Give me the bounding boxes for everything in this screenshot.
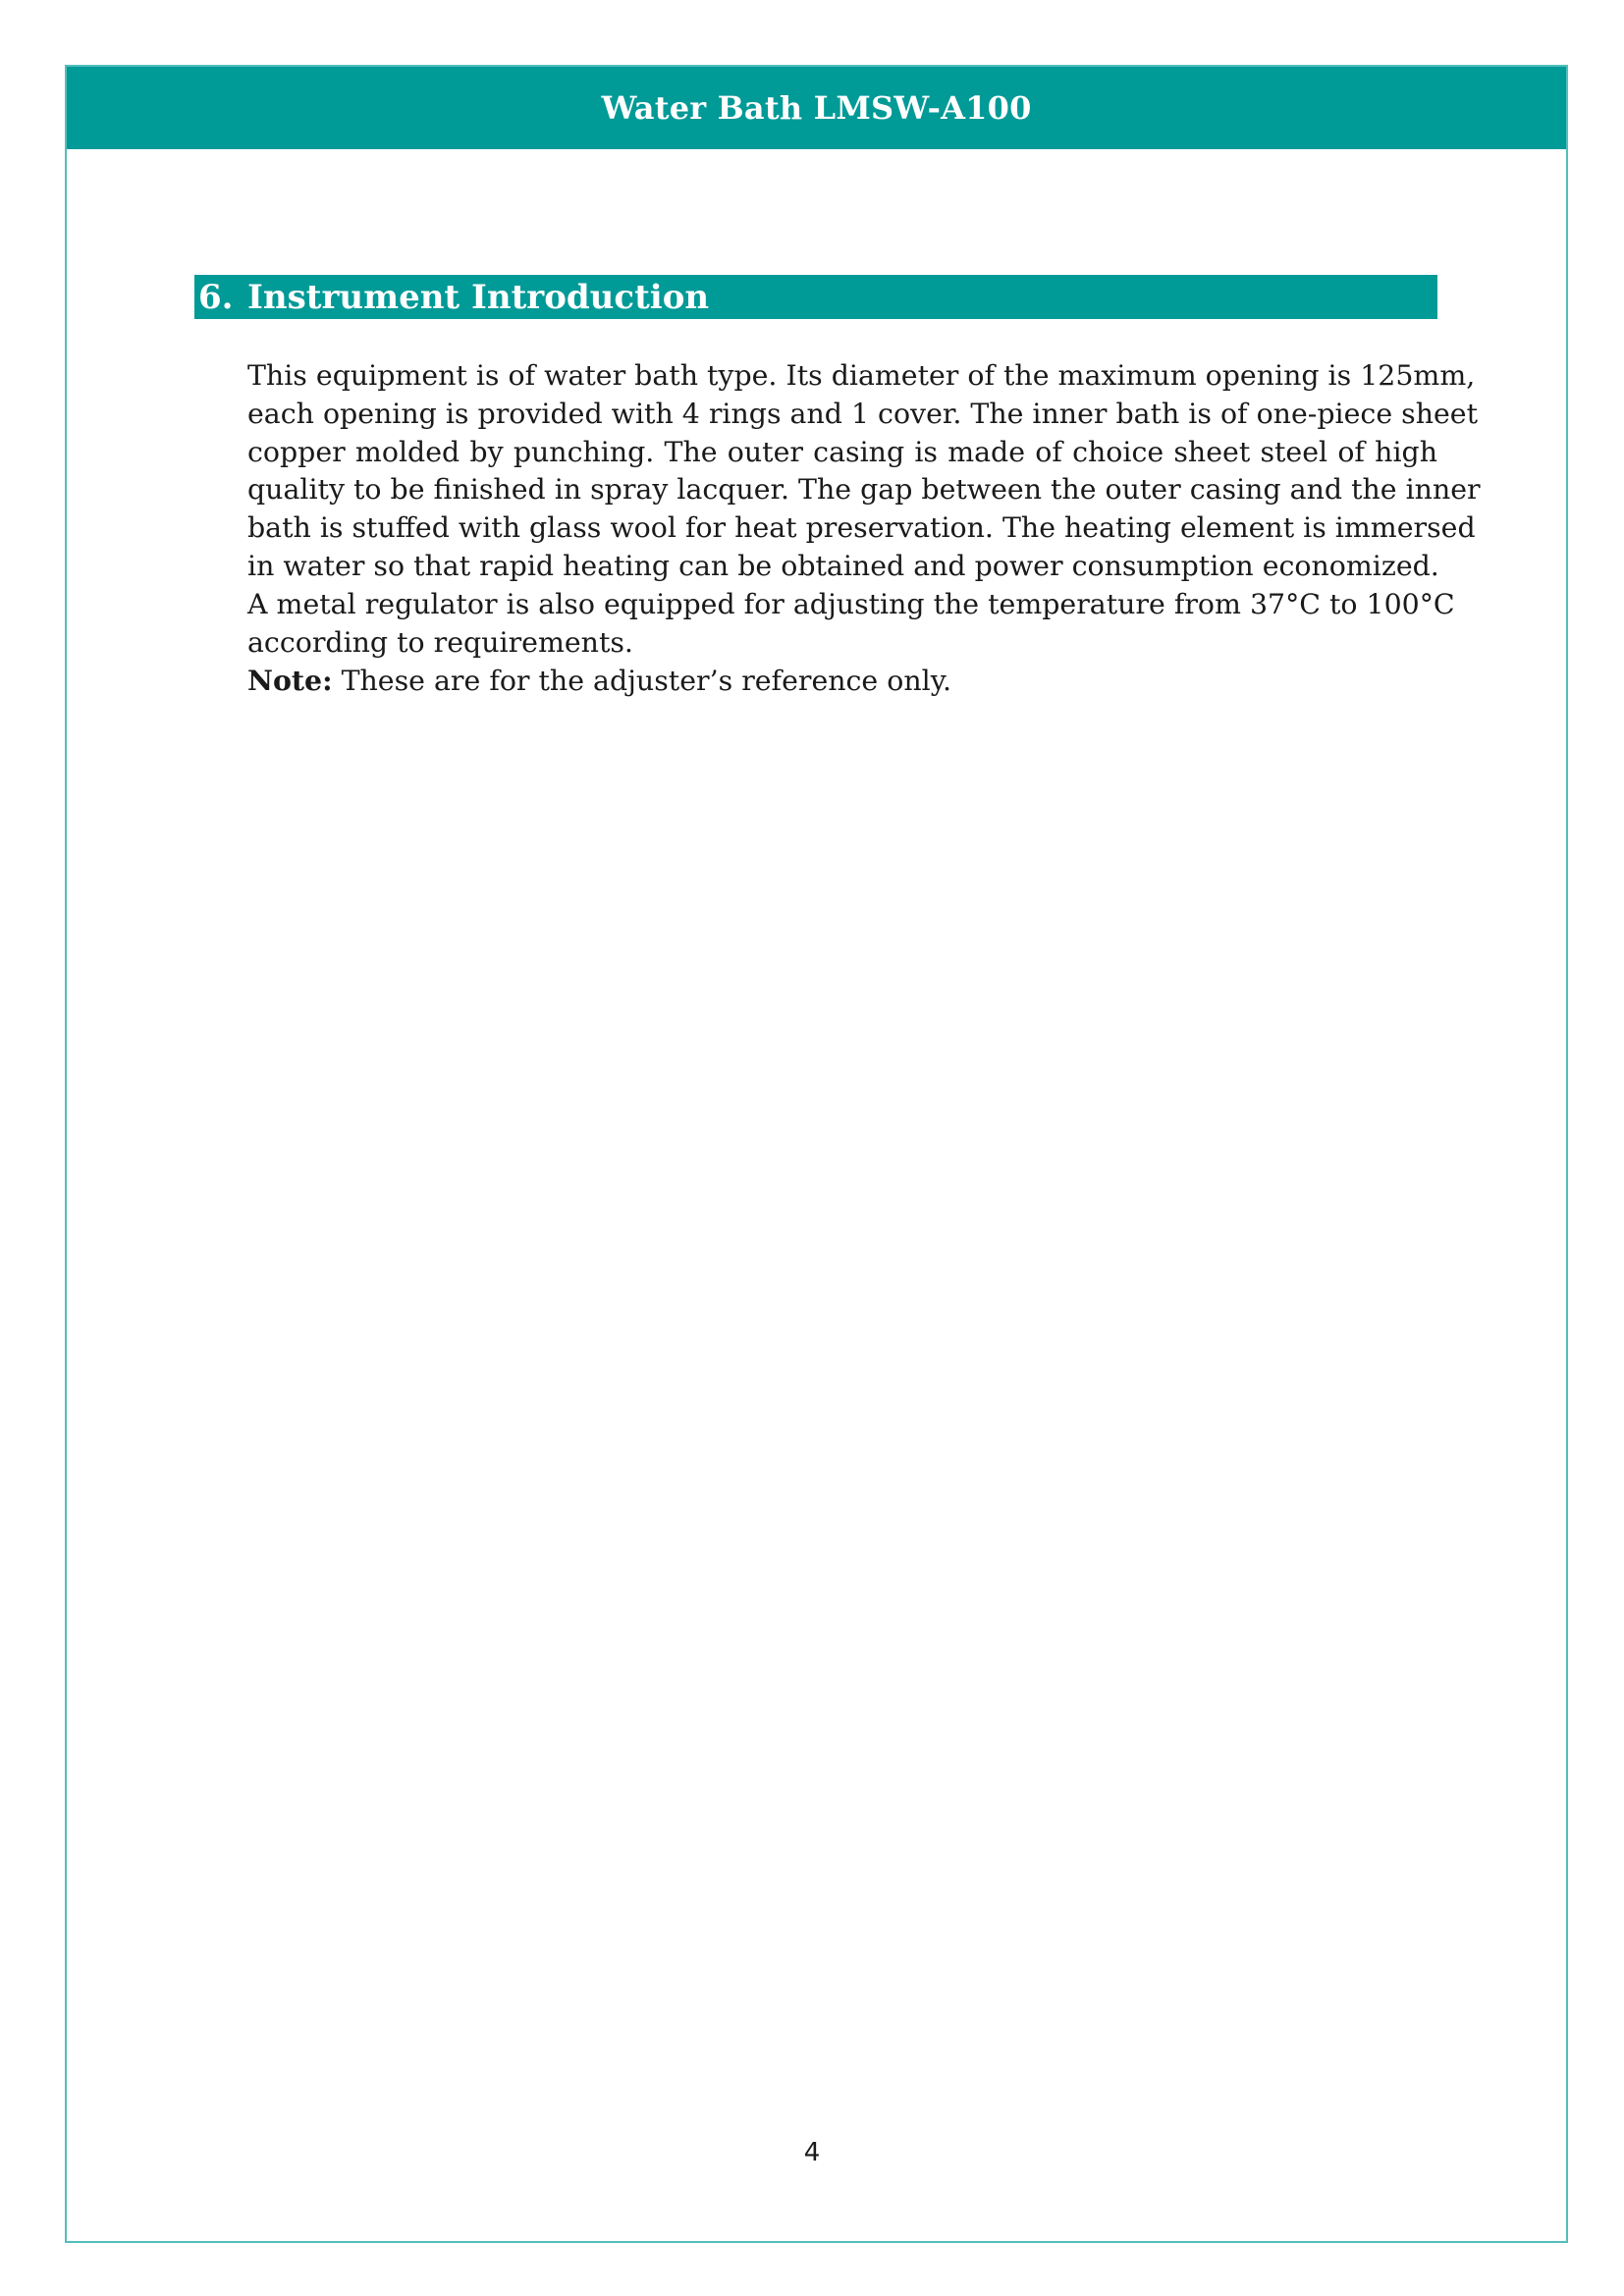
note-line xyxy=(247,662,1437,701)
body-line: A metal regulator is also equipped for adjusting the temperature from 37°C to 100°C xyxy=(247,587,1455,620)
note-label: Note: xyxy=(247,664,333,698)
body-line: in water so that rapid heating can be obtained and power consumption economized. xyxy=(247,549,1439,582)
body-line: copper molded by punching. The outer casing is made of choice sheet steel of high xyxy=(247,435,1437,468)
body-line: bath is stuffed with glass wool for heat preservation. The heating element is immersed xyxy=(247,511,1476,545)
note-text: These are for the adjuster’s reference only. xyxy=(332,665,952,698)
body-line: according to requirements. xyxy=(247,625,633,659)
section-number: 6. xyxy=(198,277,234,317)
body-line: each opening is provided with 4 rings and 1 cover. The inner bath is of one-piece sheet xyxy=(247,397,1479,430)
page-number: 4 xyxy=(803,2138,821,2167)
body-paragraph xyxy=(247,357,1481,701)
body-line: This equipment is of water bath type. Its diameter of the maximum opening is 125mm, xyxy=(247,359,1476,392)
header-bar xyxy=(67,67,1566,149)
document-title: Water Bath LMSW-A100 xyxy=(601,89,1032,127)
section-heading xyxy=(194,275,1437,319)
body-line: quality to be finished in spray lacquer. The gap between the outer casing and the inner xyxy=(247,473,1481,507)
section-title: Instrument Introduction xyxy=(247,277,710,317)
